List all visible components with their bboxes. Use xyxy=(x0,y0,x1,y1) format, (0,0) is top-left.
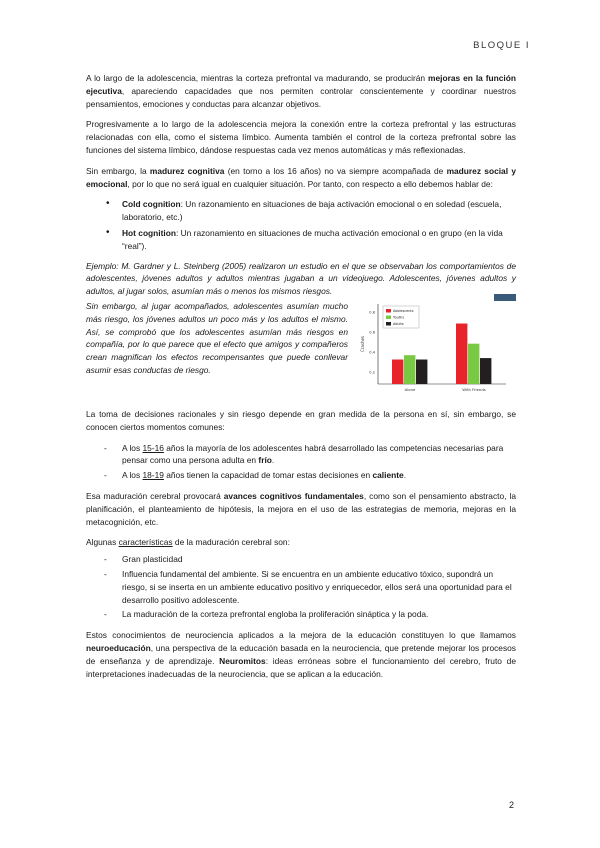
paragraph-cognitive-maturity: Sin embargo, la madurez cognitiva (en torno a los 16 años) no va siempre acompañada de madurez social y emocional, por lo que no será igual en cualquier situación. Por tanto, con respecto a ello debemos hablar de: xyxy=(86,165,517,189)
bar-adults-1 xyxy=(480,358,491,384)
paragraph-limbic-system: Progresivamente a lo largo de la adolescencia mejora la conexión entre la corteza prefrontal y las estructuras relacionadas con ella, como el sistema límbico. Aumenta también el control de la corteza prefrontal sobre las funciones del sistema límbico, dándose respuestas cada vez menos automáticas y más reflexionadas. xyxy=(86,119,516,155)
x-category-label: With Friends xyxy=(462,386,486,392)
x-category-label: Alone xyxy=(404,386,416,392)
list-item: - La maduración de la corteza prefrontal engloba la proliferación sináptica y la poda. xyxy=(122,608,516,621)
bar-adolescents-0 xyxy=(392,359,403,383)
list-item: - Gran plasticidad xyxy=(122,553,516,566)
legend-label: Adults xyxy=(393,321,404,326)
y-tick-label: 0.8 xyxy=(369,310,375,315)
page-number: 2 xyxy=(508,800,514,810)
bar-youths-0 xyxy=(404,355,415,384)
legend-swatch xyxy=(386,315,391,319)
example-wrap xyxy=(86,300,516,400)
paragraph-characteristics-intro: Algunas características de la maduración cerebral son: xyxy=(86,537,290,548)
legend-swatch xyxy=(386,322,391,326)
list-item: - Influencia fundamental del ambiente. Si se encuentra en un ambiente educativo tóxico, supondrá un riesgo, si se inserta en un ambiente educativo positivo y enriquecedor, ellos será una oportunidad para el desarrollo positivo adolescente. xyxy=(122,568,516,606)
bar-adolescents-1 xyxy=(456,323,467,383)
list-item: • Hot cognition: Un razonamiento en situaciones de mucha activación emocional o en grupo (en la vida “real”). xyxy=(122,227,516,253)
example-continuation: Sin embargo, al jugar acompañados, adolescentes asumían mucho más riesgo, los jóvenes adultos un poco más y los adultos el mismo. Así, se comprobó que los adolescentes asumían más riesgos en compañía, por lo que parece que el efecto que amigos y compañeros crean magnifican los efectos recompensantes que puede conllevar asumir esas conductas de riesgo. xyxy=(86,300,348,375)
y-tick-label: 0.4 xyxy=(369,350,375,355)
y-tick-label: 0.6 xyxy=(369,330,375,335)
legend-swatch xyxy=(386,309,391,313)
example-paragraph: Ejemplo: M. Gardner y L. Steinberg (2005) realizaron un estudio en el que se observaban los comportamientos de adolescentes, jóvenes adultos y adultos mientras jugaban a un videojuego. Adolescentes, jóvenes adultos y adultos, al jugar solos, asumían más o menos los mismos riesgos. xyxy=(86,260,516,297)
ages-list xyxy=(86,442,516,482)
list-item: • Cold cognition: Un razonamiento en situaciones de baja activación emocional o en soledad (escuela, laboratorio, etc.) xyxy=(122,198,516,224)
bar-youths-1 xyxy=(468,344,479,384)
legend-label: Youths xyxy=(393,315,405,320)
paragraph-cognitive-advances: Esa maduración cerebral provocará avances cognitivos fundamentales, como son el pensamiento abstracto, la planificación, el planteamiento de hipótesis, la mejora en el uso de las estrategias de memoria, mejoras en la metacognición, etc. xyxy=(86,490,516,527)
document-body xyxy=(86,72,516,688)
y-tick-label: 0.2 xyxy=(369,370,375,375)
header-title: BLOQUE I xyxy=(473,40,530,51)
list-item: - A los 15-16 años la mayoría de los adolescentes habrá desarrollado las competencias necesarias para pensar como una persona adulta en frío. xyxy=(122,442,516,468)
bar-adults-0 xyxy=(416,359,427,383)
paragraph-executive-function: A lo largo de la adolescencia, mientras la corteza prefrontal va madurando, se producirán mejoras en la función ejecutiva, apareciendo capacidades que nos permiten controlar conscientemente y coordinar nuestros pensamientos, emociones y conductas para alcanzar objetivos. xyxy=(86,73,516,109)
paragraph-neuroeducation: Estos conocimientos de neurociencia aplicados a la mejora de la educación constituyen lo que llamamos neuroeducación, una perspectiva de la educación basada en la neurociencia, que pretende mejorar los procesos de enseñanza y de aprendizaje. Neuromitos: ideas erróneas sobre el funcionamiento del cerebro, fruto de interpretaciones inadecuadas de la neurociencia, que se aplican a la educación. xyxy=(86,630,517,679)
chart-corner-image xyxy=(494,294,516,301)
legend-label: Adolescents xyxy=(393,308,414,313)
cognition-list xyxy=(86,198,516,252)
characteristics-list xyxy=(86,553,516,621)
list-item: - A los 18-19 años tienen la capacidad de tomar estas decisiones en caliente. xyxy=(122,469,516,482)
risk-bar-chart xyxy=(356,294,516,398)
paragraph-decision-making: La toma de decisiones racionales y sin riesgo depende en gran medida de la persona en sí, sin embargo, se conocen ciertos momentos comunes: xyxy=(86,408,516,432)
y-axis-label: Crashes xyxy=(360,335,365,352)
